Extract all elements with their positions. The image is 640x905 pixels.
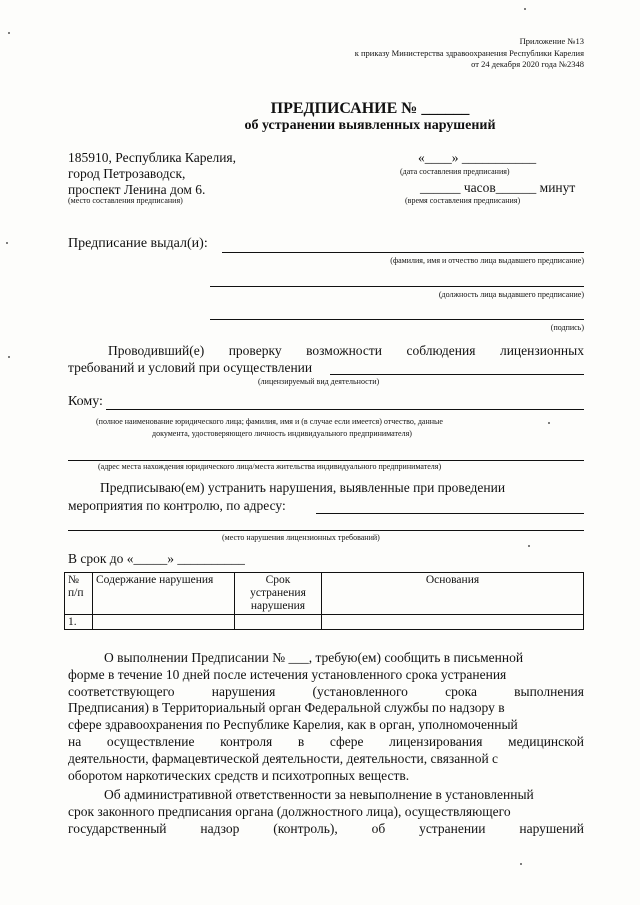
violations-table <box>64 572 584 630</box>
inspector-word: Проводивший(е) <box>108 343 205 358</box>
issuer-name-caption: (фамилия, имя и отчество лица выдавшего предписание) <box>390 256 584 265</box>
time-caption: (время составления предписания) <box>405 196 521 205</box>
scan-speck <box>548 422 550 424</box>
recipient-caption-2: документа, удостоверяющего личность индивидуального предпринимателя) <box>152 429 412 438</box>
issuer-signature-caption: (подпись) <box>550 323 584 332</box>
scan-speck <box>6 242 8 244</box>
paragraph-line: форме в течение 10 дней после истечения установленного срока устранения <box>68 666 507 682</box>
paragraph-word: надзор <box>200 820 240 836</box>
paragraph-word: государственный <box>68 820 167 836</box>
inspector-line-2: требований и условий при осуществлении <box>68 360 313 375</box>
scan-speck <box>8 356 10 358</box>
recipient-address-line <box>68 460 584 461</box>
paragraph-word: нарушения <box>211 683 276 699</box>
paragraph-word: медицинской <box>508 733 584 749</box>
inspector-word: лицензионных <box>499 343 584 358</box>
scan-speck <box>8 32 10 34</box>
inspector-caption: (лицензируемый вид деятельности) <box>258 377 380 386</box>
paragraph-word: об <box>371 820 386 836</box>
order-line-2: мероприятия по контролю, по адресу: <box>68 498 286 513</box>
row-number-cell: 1. <box>65 615 93 630</box>
document-title: ПРЕДПИСАНИЕ № ______ <box>270 100 470 117</box>
order-address-line <box>316 513 584 514</box>
paragraph-word: соответствующего <box>68 683 175 699</box>
paragraph-liability <box>68 787 584 837</box>
inspector-line-1 <box>108 343 584 359</box>
date-caption: (дата составления предписания) <box>400 167 510 176</box>
order-date: от 24 декабря 2020 года №2348 <box>471 59 584 69</box>
paragraph-word: срока <box>445 683 477 699</box>
paragraph-notification <box>68 650 584 784</box>
order-address-line-2 <box>68 530 584 531</box>
paragraph-line: сфере здравоохранения по Республике Карелия, как в орган, уполномоченный <box>68 717 518 733</box>
table-header-row <box>65 573 584 615</box>
col-grounds-header: Основания <box>322 573 584 615</box>
paragraph-line <box>68 821 584 838</box>
paragraph-word: в <box>297 733 305 749</box>
col-violation-header: Содержание нарушения <box>93 573 235 615</box>
paragraph-word: нарушений <box>519 820 584 836</box>
recipient-name-line <box>106 409 584 410</box>
recipient-caption-1: (полное наименование юридического лица; фамилия, имя и (в случае если имеется) отчество, данные <box>96 417 443 426</box>
paragraph-line: Предписания) в Территориальный орган Федеральной службы по надзору в <box>68 700 505 716</box>
place-line-2: город Петрозаводск, <box>68 166 186 181</box>
appendix-label: Приложение №13 <box>519 36 584 46</box>
deadline-label: В срок до «_____» __________ <box>68 551 245 566</box>
paragraph-word: выполнения <box>514 683 584 699</box>
row-violation-cell <box>93 615 235 630</box>
inspector-word: возможности <box>306 343 382 358</box>
paragraph-line: Об административной ответственности за невыполнение в установленный <box>104 787 534 802</box>
place-line-1: 185910, Республика Карелия, <box>68 150 237 165</box>
issuer-position-caption: (должность лица выдавшего предписание) <box>438 290 584 299</box>
place-line-3: проспект Ленина дом 6. <box>68 182 206 197</box>
scan-speck <box>528 545 530 547</box>
paragraph-line: О выполнении Предписании № ___, требую(ем) сообщить в письменной <box>104 650 524 665</box>
paragraph-word: контроля <box>220 733 273 749</box>
paragraph-line: оборотом наркотических средств и психотропных веществ. <box>68 767 410 783</box>
table-row <box>65 615 584 630</box>
paragraph-word: (контроль), <box>273 820 338 836</box>
paragraph-line: срок законного предписания органа (должностного лица), осуществляющего <box>68 803 511 819</box>
issuer-name-line <box>222 252 584 253</box>
scan-speck <box>524 8 526 10</box>
scan-speck <box>520 863 522 865</box>
date-blank: «____» ___________ <box>418 150 537 165</box>
inspector-word: проверку <box>228 343 282 358</box>
paragraph-word: (установленного <box>312 683 408 699</box>
place-caption: (место составления предписания) <box>68 196 183 205</box>
paragraph-word: лицензирования <box>389 733 483 749</box>
paragraph-line <box>68 684 584 701</box>
paragraph-line <box>68 734 584 751</box>
paragraph-word: на <box>68 733 82 749</box>
time-blank: ______ часов______ минут <box>420 180 576 195</box>
col-number-header: № п/п <box>65 573 93 615</box>
issuer-label: Предписание выдал(и): <box>68 236 208 251</box>
col-deadline-header: Срок устранения нарушения <box>235 573 322 615</box>
order-reference: к приказу Министерства здравоохранения Республики Карелия <box>354 48 584 58</box>
recipient-address-caption: (адрес места нахождения юридического лица/места жительства индивидуального предпринимателя) <box>98 462 442 471</box>
paragraph-word: устранении <box>419 820 486 836</box>
row-deadline-cell <box>235 615 322 630</box>
order-caption: (место нарушения лицензионных требований) <box>222 533 380 542</box>
paragraph-word: сфере <box>329 733 364 749</box>
row-grounds-cell <box>322 615 584 630</box>
issuer-position-line <box>210 286 584 287</box>
recipient-label: Кому: <box>68 394 103 409</box>
paragraph-word: осуществление <box>106 733 195 749</box>
inspector-activity-line <box>330 374 584 375</box>
inspector-word: соблюдения <box>406 343 476 358</box>
document-subtitle: об устранении выявленных нарушений <box>244 118 496 133</box>
issuer-signature-line <box>210 319 584 320</box>
paragraph-line: деятельности, фармацевтической деятельности, деятельности, связанной с <box>68 750 499 766</box>
order-line-1: Предписываю(ем) устранить нарушения, выявленные при проведении <box>100 480 506 495</box>
